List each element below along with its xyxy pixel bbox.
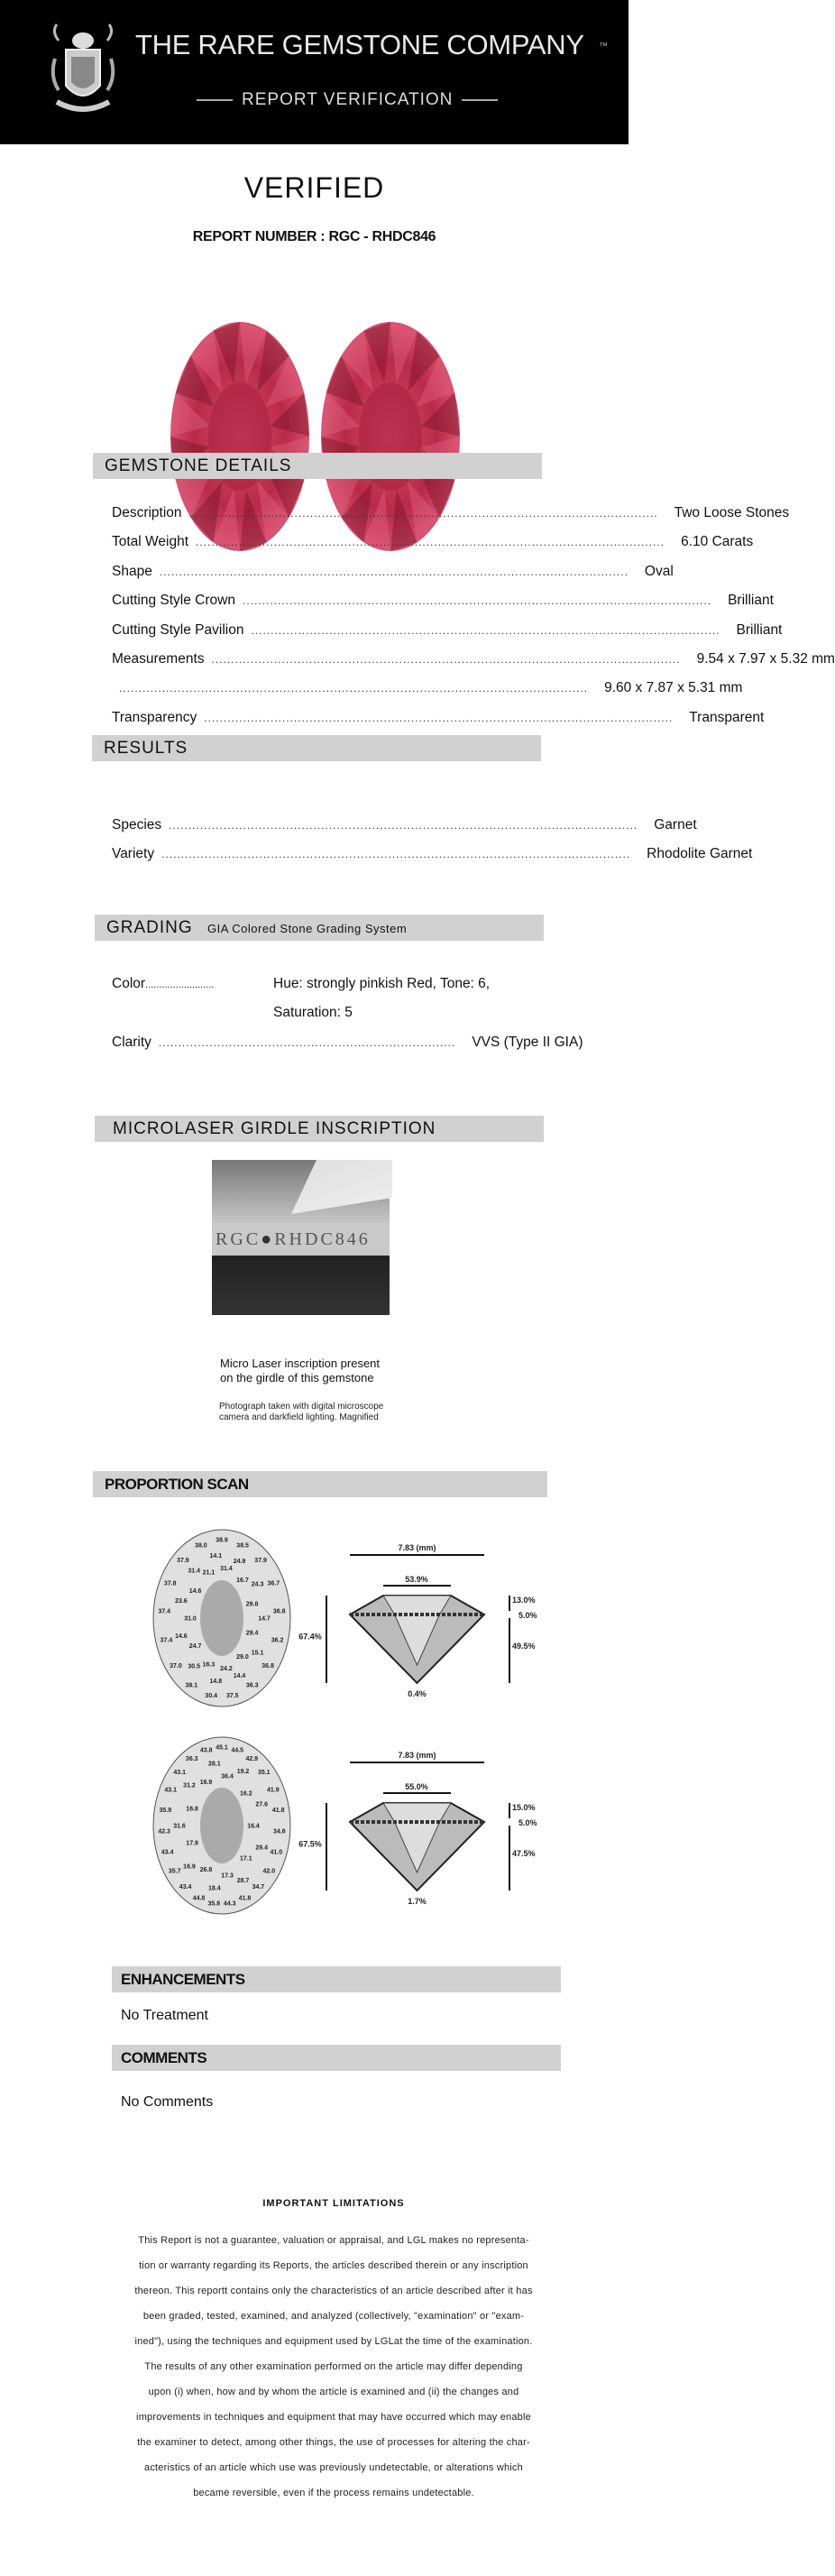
- facet-angle: 43.1: [164, 1787, 177, 1794]
- facet-angle: 35.8: [207, 1900, 221, 1908]
- brand-name: THE RARE GEMSTONE COMPANY: [135, 29, 584, 60]
- limitations-line: ined"), using the techniques and equipment used by LGLat the time of the examination.: [134, 2336, 533, 2347]
- report-number: REPORT NUMBER : RGC - RHDC846: [192, 229, 436, 244]
- detail-label: Species: [112, 817, 162, 833]
- facet-angle: 16.9: [183, 1863, 196, 1871]
- facet-angle: 14.7: [258, 1615, 271, 1623]
- facet-angle: 36.3: [245, 1682, 259, 1689]
- detail-label: Measurements: [112, 651, 205, 667]
- detail-value: 6.10 Carats: [681, 534, 754, 550]
- facet-angle: 44.5: [231, 1747, 244, 1754]
- facet-angle: 16.3: [202, 1661, 216, 1669]
- detail-value: Two Loose Stones: [674, 505, 790, 520]
- limitations-line: improvements in techniques and equipment that may have occurred which may enable: [136, 2412, 531, 2423]
- section-header-grading: [95, 915, 544, 941]
- inscription-caption: Micro Laser inscription present on the girdle of this gemstone: [220, 1357, 381, 1385]
- limitations-line: the examiner to detect, among other things, the use of processes for altering the char-: [137, 2437, 530, 2448]
- facet-angle: 29.8: [245, 1601, 259, 1608]
- detail-row: ........................................................................................................................ 9.60 x 7.87 x 5.31 mm: [119, 680, 743, 696]
- limitations-line: The results of any other examination performed on the article may differ depending: [144, 2361, 523, 2372]
- facet-angle: 42.0: [262, 1868, 276, 1875]
- facet-angle: 17.1: [239, 1855, 252, 1863]
- facet-angle: 36.3: [185, 1756, 198, 1763]
- facet-angle: 34.7: [252, 1883, 265, 1891]
- clarity-label: Clarity: [112, 1035, 151, 1050]
- verification-status: VERIFIED: [243, 171, 385, 204]
- inscription-note: Photograph taken with digital microscope camera and darkfield lighting. Magnified: [219, 1402, 384, 1422]
- site-header: [0, 0, 629, 144]
- facet-angle: 26.8: [199, 1866, 213, 1873]
- detail-row: Description ........................................................................................................................ Two Loose Stones: [112, 505, 790, 520]
- color-label: Color.........................: [112, 976, 215, 991]
- facet-angle: 37.4: [158, 1608, 171, 1615]
- proportion-table: 55.0%: [405, 1782, 428, 1791]
- detail-row: Measurements ........................................................................................................................ 9.54 x 7.97 x 5.32 mm: [112, 651, 835, 667]
- facet-angle: 41.0: [270, 1849, 283, 1856]
- facet-angle: 24.7: [188, 1642, 202, 1650]
- facet-angle: 18.4: [208, 1885, 221, 1892]
- section-header-proportion-scan: PROPORTION SCAN: [93, 1471, 547, 1497]
- limitations-text: [90, 2228, 577, 2506]
- facet-angle: 30.5: [188, 1663, 201, 1670]
- facet-angle: 35.1: [257, 1770, 271, 1777]
- facet-angle: 31.0: [184, 1615, 197, 1623]
- facet-angle: 31.2: [183, 1782, 196, 1789]
- limitations-line: tion or warranty regarding its Reports, the articles described therein or any inscription: [139, 2260, 528, 2271]
- facet-angle: 14.8: [209, 1678, 223, 1685]
- detail-row: Variety ........................................................................................................................ Rhodolite Garnet: [112, 846, 753, 862]
- detail-value: Oval: [644, 563, 674, 579]
- section-header-inscription: MICROLASER GIRDLE INSCRIPTION: [95, 1116, 544, 1142]
- facet-angle: 14.4: [233, 1673, 246, 1680]
- facet-angle: 44.3: [223, 1900, 236, 1908]
- facet-angle: 42.9: [245, 1756, 259, 1763]
- facet-angle: 35.9: [159, 1807, 172, 1814]
- facet-angle: 45.1: [216, 1744, 228, 1752]
- facet-angle: 37.9: [254, 1558, 267, 1565]
- limitations-line: been graded, tested, examined, and analyzed (collectively, "examination" or "exam-: [142, 2311, 525, 2322]
- limitations-line: thereon. This reportt contains only the characteristics of an article described after it has: [134, 2286, 533, 2296]
- proportion-width: 7.83 (mm): [398, 1543, 436, 1552]
- facet-angle: 30.4: [205, 1693, 218, 1700]
- facet-angle: 17.9: [186, 1840, 198, 1847]
- facet-angle: 38.0: [195, 1542, 207, 1550]
- crest-logo-icon: [50, 23, 116, 122]
- proportion-depth: 67.4%: [298, 1632, 322, 1642]
- limitations-line: upon (i) when, how and by whom the article is examined and (ii) the changes and: [148, 2387, 519, 2397]
- proportion-crown: 15.0%: [512, 1803, 536, 1812]
- facet-angle: 28.7: [236, 1878, 250, 1885]
- facet-angle: 31.4: [188, 1568, 201, 1575]
- facet-angle: 27.6: [255, 1801, 268, 1808]
- detail-label: Total Weight: [112, 534, 189, 550]
- facet-angle: 24.2: [220, 1665, 233, 1672]
- detail-label: Shape: [112, 563, 152, 579]
- facet-angle: 44.8: [192, 1895, 206, 1902]
- facet-angle: 15.1: [251, 1650, 264, 1657]
- detail-label: Transparency: [112, 709, 197, 725]
- proportion-diagrams: [0, 1515, 629, 1921]
- facet-angle: 42.3: [158, 1828, 170, 1835]
- facet-angle: 21.1: [202, 1569, 216, 1577]
- comments-value: No Comments: [121, 2094, 214, 2110]
- proportion-width: 7.83 (mm): [398, 1751, 436, 1760]
- facet-angle: 37.8: [163, 1580, 177, 1587]
- facet-angle: 28.1: [208, 1761, 221, 1768]
- section-header-comments: COMMENTS: [112, 2045, 561, 2071]
- proportion-depth: 67.5%: [298, 1839, 322, 1849]
- detail-value: Brilliant: [736, 621, 783, 638]
- clarity-value: VVS (Type II GIA): [472, 1035, 583, 1050]
- facet-angle: 14.6: [175, 1633, 188, 1641]
- detail-label: Variety: [112, 846, 155, 862]
- facet-angle: 24.9: [233, 1558, 246, 1565]
- facet-angle: 38.1: [185, 1682, 198, 1689]
- facet-angle: 36.2: [271, 1637, 284, 1644]
- facet-angle: 29.0: [236, 1653, 249, 1661]
- facet-angle: 43.1: [173, 1770, 187, 1777]
- facet-angle: 38.5: [236, 1542, 249, 1550]
- grading-title: GRADING: [106, 918, 193, 937]
- facet-angle: 31.4: [220, 1566, 233, 1573]
- facet-angle: 37.0: [170, 1662, 182, 1670]
- proportion-girdle: 5.0%: [518, 1611, 537, 1620]
- detail-row: Shape ........................................................................................................................ Oval: [112, 563, 674, 579]
- facet-angle: 43.4: [179, 1883, 192, 1891]
- color-value-saturation: Saturation: 5: [273, 1005, 353, 1020]
- detail-row: Transparency ........................................................................................................................ Transparent: [112, 709, 765, 725]
- facet-angle: 16.9: [199, 1780, 213, 1787]
- enhancements-value: No Treatment: [121, 2008, 208, 2023]
- proportion-culet: 0.4%: [408, 1689, 427, 1698]
- proportion-table: 53.9%: [405, 1575, 428, 1584]
- facet-angle: 16.4: [247, 1823, 260, 1830]
- trademark: ™: [599, 41, 608, 51]
- facet-angle: 17.3: [221, 1872, 234, 1880]
- facet-angle: 37.5: [225, 1693, 239, 1700]
- facet-angle: 36.4: [221, 1773, 234, 1780]
- facet-angle: 41.9: [267, 1787, 280, 1794]
- facet-angle: 19.2: [236, 1768, 250, 1775]
- facet-angle: 36.8: [272, 1608, 286, 1615]
- facet-angle: 29.4: [245, 1630, 259, 1637]
- proportion-diagram: [153, 1530, 537, 1707]
- facet-angle: 24.3: [251, 1581, 264, 1588]
- facet-angle: 35.7: [168, 1868, 181, 1875]
- detail-value: Brilliant: [728, 593, 774, 609]
- facet-angle: 36.8: [262, 1662, 274, 1670]
- facet-angle: 31.6: [173, 1823, 186, 1830]
- limitations-line: acteristics of an article which use was previously undetectable, or alterations which: [144, 2462, 523, 2473]
- detail-value: 9.60 x 7.87 x 5.31 mm: [604, 680, 743, 696]
- subtitle-text: REPORT VERIFICATION: [242, 90, 454, 109]
- header-subtitle: [197, 90, 498, 110]
- facet-angle: 38.9: [216, 1537, 228, 1544]
- proportion-pavilion: 47.5%: [512, 1849, 536, 1858]
- facet-angle: 16.7: [236, 1578, 249, 1585]
- detail-value: Garnet: [654, 817, 697, 833]
- proportion-diagram: [153, 1737, 537, 1914]
- inscription-photo: RGC●RHDC846: [212, 1160, 390, 1315]
- facet-angle: 16.8: [186, 1806, 198, 1813]
- grading-system: GIA Colored Stone Grading System: [206, 922, 408, 935]
- limitations-line: became reversible, even if the process remains undetectable.: [193, 2488, 474, 2498]
- facet-angle: 14.6: [188, 1588, 202, 1596]
- section-header-results: RESULTS: [92, 735, 541, 761]
- facet-angle: 43.4: [161, 1849, 174, 1856]
- section-header-gemstone-details: GEMSTONE DETAILS: [93, 453, 542, 479]
- facet-angle: 41.8: [238, 1895, 252, 1902]
- proportion-culet: 1.7%: [408, 1897, 427, 1906]
- facet-angle: 14.1: [209, 1553, 223, 1560]
- detail-row: Species ........................................................................................................................ Garnet: [112, 817, 697, 833]
- divider: [462, 99, 498, 101]
- detail-label: Description: [112, 505, 182, 520]
- proportion-pavilion: 49.5%: [512, 1642, 536, 1651]
- detail-value: Rhodolite Garnet: [647, 846, 753, 862]
- facet-angle: 37.4: [160, 1637, 173, 1644]
- color-value: Hue: strongly pinkish Red, Tone: 6,: [273, 976, 491, 991]
- facet-angle: 29.4: [255, 1845, 268, 1852]
- facet-angle: 23.6: [175, 1597, 188, 1605]
- facet-angle: 34.6: [273, 1828, 286, 1835]
- detail-row: Total Weight ........................................................................................................................ 6.10 Carats: [112, 534, 754, 550]
- detail-label: Cutting Style Crown: [112, 593, 235, 609]
- section-header-enhancements: ENHANCEMENTS: [112, 1966, 561, 1992]
- limitations-line: This Report is not a guarantee, valuation or appraisal, and LGL makes no representa-: [138, 2235, 529, 2246]
- facet-angle: 41.8: [271, 1807, 285, 1814]
- detail-label: Cutting Style Pavilion: [112, 621, 244, 638]
- divider: [197, 99, 233, 101]
- limitations-title: IMPORTANT LIMITATIONS: [262, 2198, 405, 2209]
- proportion-girdle: 5.0%: [518, 1818, 537, 1827]
- facet-angle: 16.2: [239, 1790, 252, 1798]
- detail-row: Cutting Style Crown ........................................................................................................................ Brilliant: [112, 593, 774, 609]
- facet-angle: 36.7: [267, 1580, 280, 1587]
- proportion-crown: 13.0%: [512, 1596, 536, 1605]
- detail-value: 9.54 x 7.97 x 5.32 mm: [696, 651, 835, 667]
- detail-value: Transparent: [689, 709, 765, 725]
- facet-angle: 37.9: [177, 1558, 189, 1565]
- facet-angle: 43.8: [199, 1747, 213, 1754]
- detail-row: Cutting Style Pavilion ........................................................................................................................ Brilliant: [112, 621, 783, 638]
- clarity-row: Clarity ............................................................................ VVS (Type II GIA): [112, 1035, 583, 1050]
